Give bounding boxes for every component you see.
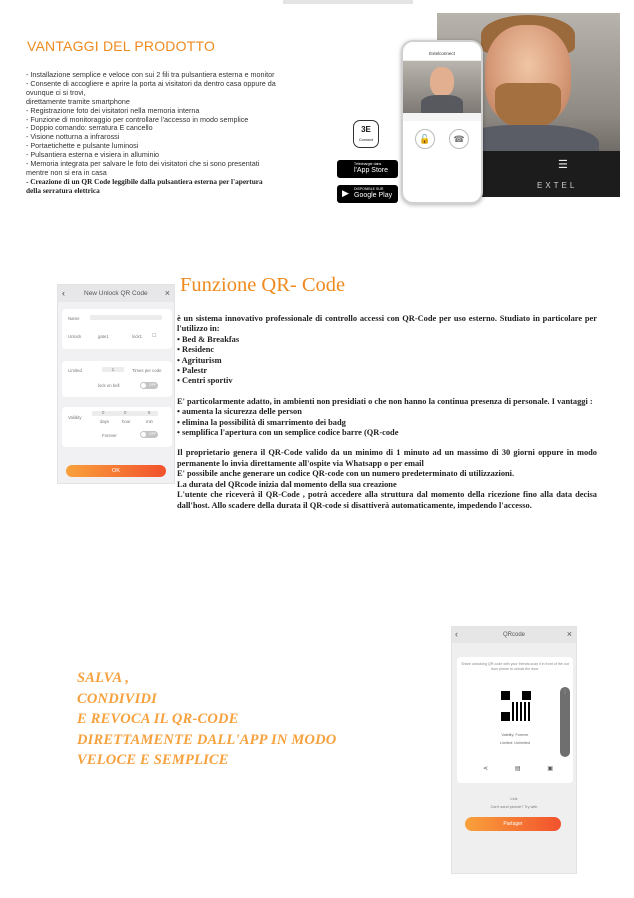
qr-detail: Il proprietario genera il QR-Code valido da un minimo di 1 minuto ad un massimo di 30 giorni oppure in modo permanente lo invia direttamente all'ospite via Whatsapp o per email — [177, 448, 597, 468]
feature-item: - Memoria integrata per salvare le foto dei visitatori che si sono presentati mentre non si era in casa — [26, 159, 260, 177]
name-label: Name — [68, 316, 80, 321]
name-input[interactable] — [90, 315, 162, 320]
phone-visitor-face — [430, 67, 454, 97]
checkbox-icon[interactable]: ☐ — [152, 333, 157, 339]
talk-icon: ☎ — [449, 129, 469, 149]
connect-logo-mark: 3E — [361, 125, 371, 134]
qr-intro: è un sistema innovativo professionale di controllo accessi con QR-Code per uso esterno. Studiato in particolare per l'utilizzo in: — [177, 314, 597, 334]
feature-item: - Portaetichette e pulsante luminosi — [26, 141, 139, 151]
qr-detail: La durata del QRcode inizia dal momento della sua creazione — [177, 479, 397, 489]
save-icon[interactable]: ▤ — [514, 766, 521, 772]
phone-control-row — [403, 113, 481, 121]
qr-code-image — [501, 691, 531, 721]
use-item: • Bed & Breakfas — [177, 334, 240, 344]
feature-item: - Registrazione foto dei visitatori nella memoria interna — [26, 105, 200, 115]
unlock-icon: 🔓 — [415, 129, 435, 149]
menu-icon: ☰ — [558, 159, 568, 171]
link-label[interactable]: Link — [510, 797, 518, 801]
unlock-header — [58, 285, 174, 302]
back-chevron-icon[interactable]: ‹ — [62, 288, 65, 298]
qr-screen-header — [452, 627, 576, 643]
slogan-line: VELOCE E SEMPLICE — [77, 752, 229, 769]
back-chevron-icon[interactable]: ‹ — [455, 629, 458, 639]
visitor-beard — [495, 83, 561, 129]
download-icon[interactable]: ▣ — [547, 766, 553, 772]
advantage-item: • elimina la possibilità di smarrimento dei badg — [177, 417, 346, 427]
cant-send-text: Can't send picture? Try with — [490, 805, 538, 809]
lock-bell-toggle[interactable]: OFF — [140, 382, 158, 389]
product-title: VANTAGGI DEL PRODOTTO — [27, 38, 216, 54]
app-store-small: Télécharger dans — [354, 162, 382, 166]
connect-app-logo — [353, 120, 379, 148]
new-unlock-qr-screenshot — [57, 284, 175, 484]
times-label: Times per code — [132, 368, 162, 373]
validity-days-value: 0 — [102, 410, 105, 415]
forever-label: Forever — [102, 433, 117, 438]
google-play-badge[interactable] — [337, 185, 398, 203]
validity-days-unit: days — [100, 419, 110, 424]
slogan-line: DIRETTAMENTE DALL'APP IN MODO — [77, 731, 337, 748]
feature-list — [26, 71, 276, 196]
phone-visitor-body — [421, 95, 463, 113]
google-play-small: DISPONIBLE SUR — [354, 187, 384, 191]
validity-min-value: 5 — [148, 410, 151, 415]
feature-item: - Funzione di monitoraggio per controllare l'accesso in modo semplice — [26, 114, 249, 124]
close-icon[interactable]: × — [566, 629, 572, 639]
feature-item: - Doppio comando: serratura E cancello — [26, 123, 153, 133]
validity-hour-unit: hour — [122, 419, 131, 424]
play-icon: ▶ — [342, 188, 349, 198]
use-item: • Agriturism — [177, 355, 222, 365]
connect-logo-label: Connect — [358, 138, 374, 142]
slogan-line: CONDIVIDI — [77, 690, 157, 707]
app-store-badge[interactable] — [337, 160, 398, 178]
limited-label: Limited — [68, 368, 82, 373]
monitor-brand: EXTEL — [537, 181, 578, 190]
advantage-item: • aumenta la sicurezza delle person — [177, 407, 302, 417]
ok-button[interactable]: OK — [66, 465, 166, 477]
feature-item: - Installazione semplice e veloce con sui 2 fili tra pulsantiera esterna e monitor — [26, 70, 275, 79]
times-input[interactable]: 1 — [102, 367, 124, 372]
phone-video-feed — [403, 61, 481, 113]
unlock-name-card — [62, 309, 172, 349]
qr-card — [457, 657, 573, 783]
use-item: • Centri sportiv — [177, 376, 233, 386]
google-play-label: Google Play — [354, 192, 393, 199]
share-button[interactable]: Partager — [465, 817, 561, 831]
phone-app-title: Extelconnect — [403, 51, 481, 61]
use-item: • Palestr — [177, 366, 208, 376]
qr-detail: L'utente che riceverà il QR-Code , potrà accedere alla struttura dal momento della ricezione fino alla data decisa dall'host. Allo scadere della durata il QR-code si disattiverà automaticamente, impedendo l'accesso. — [177, 490, 597, 510]
slogan-line: SALVA , — [77, 670, 130, 686]
qr-detail: E' possibile anche generare un codice QR-code con un numero predeterminato di utilizzazioni. — [177, 469, 515, 479]
more-options-icon[interactable]: ⋮ — [560, 687, 570, 757]
validity-label: Validity — [68, 415, 82, 420]
lock-option[interactable]: lock1 — [132, 334, 143, 339]
top-scroll-edge — [283, 0, 413, 4]
phone-buttons — [403, 121, 481, 161]
smartphone-mockup — [401, 40, 483, 204]
validity-min-unit: min — [146, 419, 153, 424]
gate-option[interactable]: gate1 — [98, 334, 109, 339]
use-item: • Residenc — [177, 345, 215, 355]
qr-validity: Validity: Forever — [501, 733, 529, 737]
validity-hour-value: 0 — [124, 410, 127, 415]
feature-item: - Consente di accogliere e aprire la porta ai visitatori da dentro casa oppure da ovunque ci si trovi, — [26, 78, 276, 97]
qr-limited: Limited: Unlimited — [499, 741, 531, 745]
app-store-label: l'App Store — [354, 167, 389, 174]
unlock-label: Unlock — [68, 334, 82, 339]
lock-bell-label: lock on bell — [98, 383, 120, 388]
slogan-line: E REVOCA IL QR-CODE — [77, 711, 239, 728]
qr-screen-title: QRcode — [502, 632, 525, 638]
qr-instruction: Share unlocking QR code with your friends,scan it in front of the out door phone to unlock the door. — [461, 662, 569, 671]
feature-item: direttamente tramite smartphone — [26, 96, 130, 106]
forever-toggle[interactable]: OFF — [140, 431, 158, 438]
qr-action-icons — [483, 765, 553, 772]
feature-item: - Visione notturna a infrarossi — [26, 132, 120, 142]
qrcode-share-screenshot — [451, 626, 577, 874]
qr-suited: E' particolarmente adatto, in ambienti non presidiati o che non hanno la continua presenza di personale. I vantaggi : — [177, 396, 593, 406]
unlock-times-card — [62, 361, 172, 397]
close-icon[interactable]: × — [164, 288, 170, 298]
qr-function-text — [177, 314, 597, 511]
share-icon[interactable]: ⋖ — [483, 766, 489, 772]
qr-function-title: Funzione QR- Code — [180, 274, 346, 296]
phone-status-bar — [403, 42, 481, 51]
unlock-validity-card — [62, 407, 172, 447]
feature-item-qr: - Creazione di un QR Code leggibile dalla pulsantiera esterna per l'apertura della serratura elettrica — [26, 176, 263, 195]
slogan — [77, 668, 336, 771]
feature-item: - Pulsantiera esterna e visiera in alluminio — [26, 150, 160, 160]
advantage-item: • semplifica l'apertura con un semplice codice barre (QR-code — [177, 428, 399, 438]
unlock-title: New Unlock QR Code — [84, 290, 148, 297]
